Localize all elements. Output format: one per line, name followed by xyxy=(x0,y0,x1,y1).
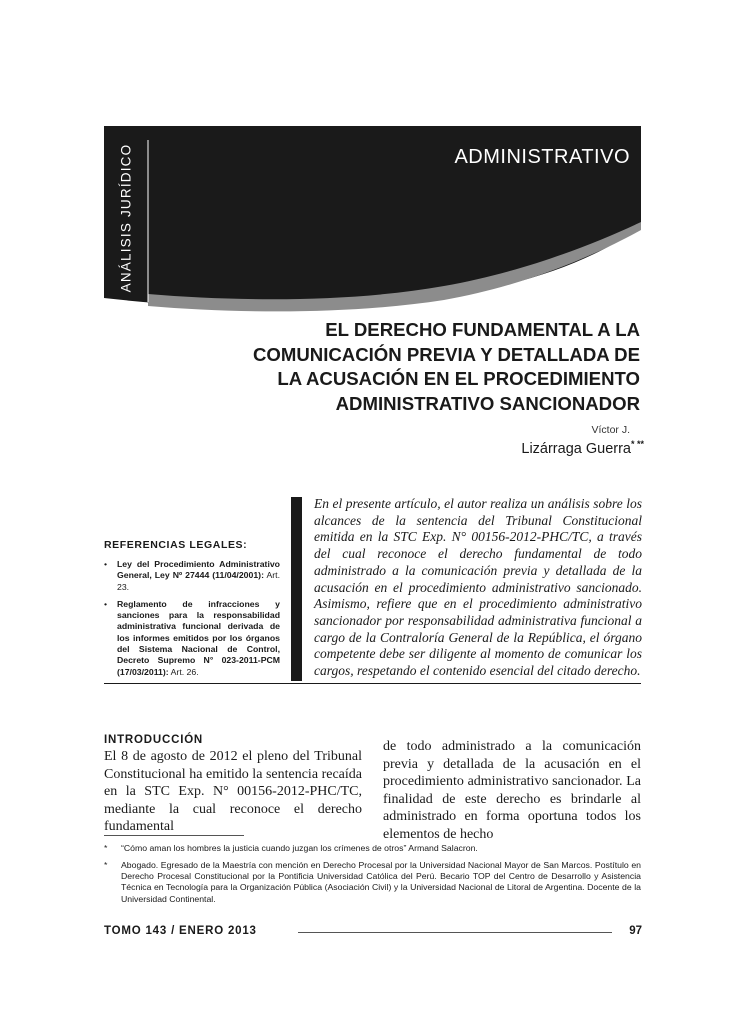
section-label xyxy=(104,126,148,306)
article-title xyxy=(200,318,640,416)
footnote-text: Abogado. Egresado de la Maestría con mención en Derecho Procesal por la Universidad Nacional Mayor de San Marcos. Postítulo en Derecho Procesal Constitucional por la Pontificia Universidad Católica del Perú. Becario TOP del Centro de Desarrollo y Asistencia Técnica en Tecnología para la Organización Pública (Asociación Civil) y la Universidad Nacional de Litoral de Argentina. Docente de la Universidad Continental. xyxy=(121,860,641,904)
reference-article: Art. 23. xyxy=(117,570,280,592)
author-last-name xyxy=(420,439,644,457)
footnote xyxy=(104,860,641,905)
abstract-divider xyxy=(104,683,641,684)
title-line: EL DERECHO FUNDAMENTAL A LA xyxy=(325,319,640,340)
footnote-divider xyxy=(104,835,244,836)
footer-rule xyxy=(298,932,612,933)
title-line: COMUNICACIÓN PREVIA Y DETALLADA DE xyxy=(252,343,640,365)
reference-title: Ley del Procedimiento Administrativo General, Ley Nº 27444 (11/04/2001): xyxy=(117,559,280,581)
bullet: • xyxy=(104,559,108,569)
title-line: LA ACUSACIÓN EN EL PROCEDIMIENTO xyxy=(277,368,640,389)
page-number: 97 xyxy=(629,925,642,937)
footnote xyxy=(104,843,641,854)
author-surname: Lizárraga Guerra xyxy=(521,440,631,457)
legal-references xyxy=(104,539,280,684)
title-line: ADMINISTRATIVO SANCIONADOR xyxy=(335,392,640,414)
category-title: ADMINISTRATIVO xyxy=(454,146,630,168)
introduction-heading: INTRODUCCIÓN xyxy=(104,734,204,746)
abstract-text: En el presente artículo, el autor realiza un análisis sobre los alcances de la sentencia del Tribunal Constitucional emitida en la STC Exp. N° 00156-2012-PHC/TC, a través del cual reconoce el derecho fundamental de todo administrado a la comunicación previa y detallada de la acusación en el procedimiento administrativo sancionado. Asimismo, refiere que en el procedimiento administrativo sancionador por responsabilidad administrativa funcional a cargo de la Contraloría General de la República, el órgano competente debe ser diligente al momento de comunicar los cargos, respetando el contenido esencial del citado derecho. xyxy=(314,496,642,679)
footnote-mark: * xyxy=(104,860,108,870)
section-label-text: ANÁLISIS JURÍDICO xyxy=(118,143,134,293)
reference-title: Reglamento de infracciones y sanciones para la responsabilidad administrativa funcional derivada de los informes emitidos por los órganos del Sistema Nacional de Control, Decreto Supremo N° 023-2011-PCM (17/03/2011): xyxy=(117,598,280,677)
abstract-bar xyxy=(291,497,302,681)
body-column-right: de todo administrado a la comunicación previa y detallada de la acusación en el procedimiento administrativo sancionador. La finalidad de este derecho es brindarle al administrado en forma oportuna todos los elementos de hecho xyxy=(383,739,641,842)
footer-issue: TOMO 143 / ENERO 2013 xyxy=(104,925,257,937)
footnote-mark: * xyxy=(104,843,108,853)
reference-article: Art. 26. xyxy=(170,666,199,677)
bullet: • xyxy=(104,598,108,609)
body-column-left: El 8 de agosto de 2012 el pleno del Tribunal Constitucional ha emitido la sentencia recaída en la STC Exp. N° 00156-2012-PHC/TC, mediante la cual reconoce el derecho fundamental xyxy=(104,749,362,835)
reference-item xyxy=(104,599,280,678)
reference-item xyxy=(104,559,280,593)
footnote-text: “Cómo aman los hombres la justicia cuando juzgan los crímenes de otros” Armand Salacron. xyxy=(121,843,478,853)
references-heading: REFERENCIAS LEGALES: xyxy=(104,539,248,551)
author-first-name: Víctor J. xyxy=(591,424,630,436)
author-footnote-marks: * ** xyxy=(630,439,644,449)
